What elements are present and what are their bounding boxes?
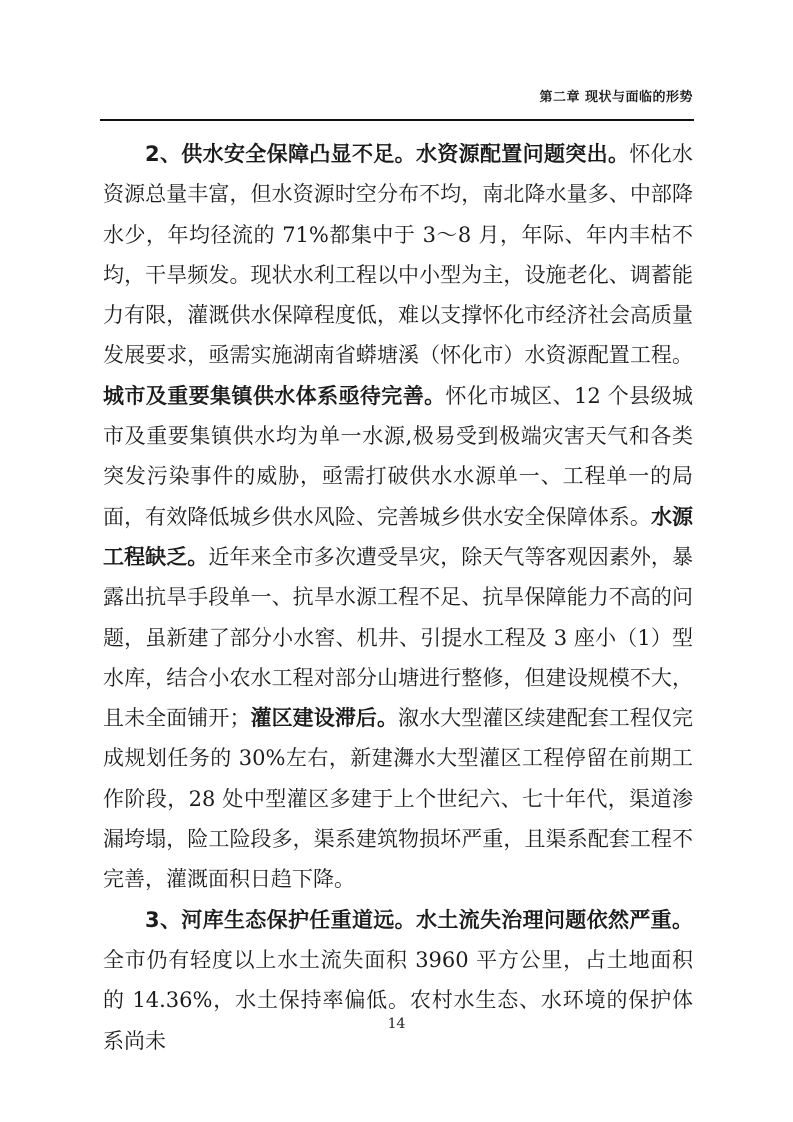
document-body [103,134,693,1061]
bold-text-run: 3、河库生态保护任重道远。水土流失治理问题依然严重。 [145,907,693,932]
bold-text-run: 水源工程缺乏。 [103,504,694,569]
bold-text-run: 2、供水安全保障凸显不足。水资源配置问题突出。 [145,142,630,166]
paragraph [103,134,693,900]
text-run: 近年来全市多次遭受旱灾，除天气等客观因素外，暴露出抗旱手段单一、抗旱水源工程不足、抗旱保障能力不高的问题，虽新建了部分小水窖、机井、引提水工程及 3 座小（1）型水库，结合小农水工程对部分山塘进行整修，但建设规模不大，且未全面铺开； [103,544,694,731]
bold-text-run: 灌区建设滞后。 [250,706,399,731]
header-rule-divider [100,119,694,121]
text-run: 怀化市城区、12 个县级城市及重要集镇供水均为单一水源,极易受到极端灾害天气和各类突发污染事件的威胁，亟需打破供水水源单一、工程单一的局面，有效降低城乡供水风险、完善城乡供水安全保障体系。 [103,383,694,529]
bold-text-run: 城市及重要集镇供水体系亟待完善。 [103,383,446,408]
text-run: 溆水大型灌区续建配套工程仅完成规划任务的 30%左右，新建㵲水大型灌区工程停留在前期工作阶段，28 处中型灌区多建于上个世纪六、七十年代，渠道渗漏垮塌，险工险段多，渠系建筑物损坏严重，且渠系配套工程不完善，灌溉面积日趋下降。 [103,706,694,892]
running-header: 第二章 现状与面临的形势 [539,90,693,105]
page-number: 14 [387,1016,406,1032]
paragraph [103,900,693,1061]
text-run: 怀化水资源总量丰富，但水资源时空分布不均，南北降水量多、中部降水少，年均径流的 71%都集中于 3～8 月，年际、年内丰枯不均，干旱频发。现状水利工程以中小型为主，设施老化、调蓄能力有限，灌溉供水保障程度低，难以支撑怀化市经济社会高质量发展要求，亟需实施湖南省蟒塘溪（怀化市）水资源配置工程。 [103,142,693,368]
text-run: 全市仍有轻度以上水土流失面积 3960 平方公里，占土地面积的 14.36%，水土保持率偏低。农村水生态、水环境的保护体系尚未 [103,947,693,1053]
